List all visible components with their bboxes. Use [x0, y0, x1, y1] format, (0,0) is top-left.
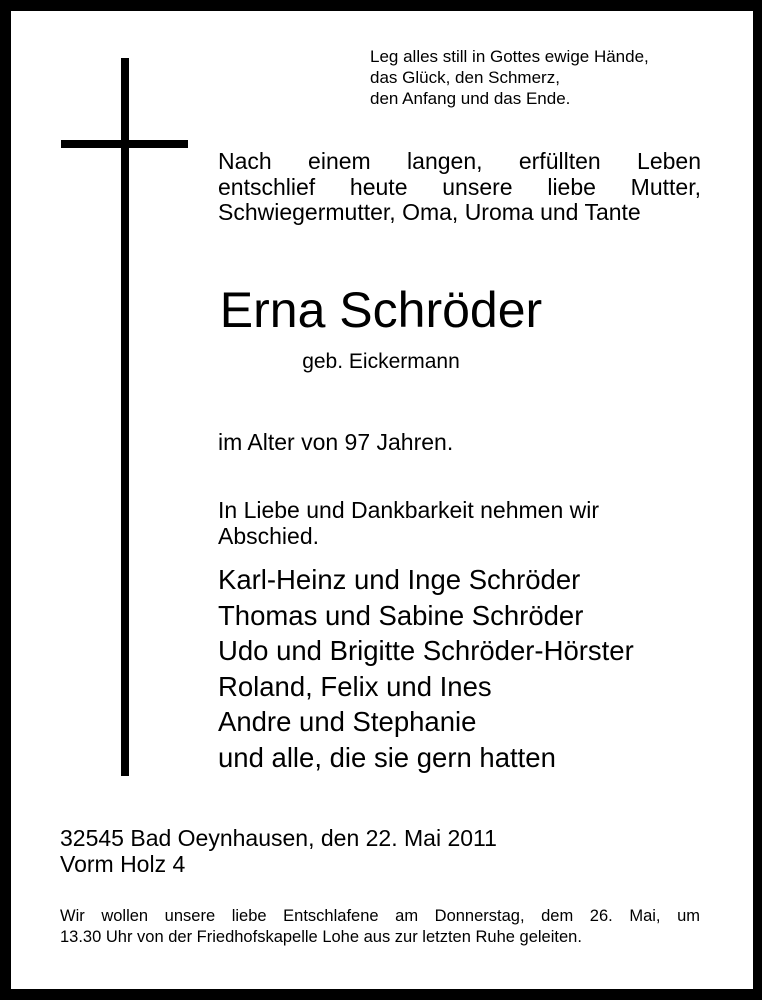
announcement-line: entschlief heute unsere liebe Mutter,	[218, 173, 701, 200]
mourner-entry: und alle, die sie gern hatten	[218, 741, 556, 773]
death-announcement	[218, 149, 701, 226]
funeral-note-line: 13.30 Uhr von der Friedhofskapelle Lohe aus zur letzten Ruhe geleiten.	[60, 928, 582, 946]
mourner-entry: Andre und Stephanie	[218, 706, 477, 738]
cross-vertical-bar	[121, 58, 129, 776]
funeral-note-line: Wir wollen unsere liebe Entschlafene am Donnerstag, dem 26. Mai, um	[60, 907, 700, 925]
mourner-entry: Roland, Felix und Ines	[218, 670, 492, 702]
farewell-text	[218, 498, 688, 549]
mourner-entry: Udo und Brigitte Schröder-Hörster	[218, 635, 634, 667]
motto-line: das Glück, den Schmerz,	[370, 68, 560, 87]
maiden-name: geb. Eickermann	[302, 350, 460, 373]
farewell-line: Abschied.	[218, 522, 320, 549]
address-line: Vorm Holz 4	[60, 850, 186, 877]
funeral-note	[60, 906, 700, 948]
mourner-entry: Karl-Heinz und Inge Schröder	[218, 564, 581, 595]
farewell-line: In Liebe und Dankbarkeit nehmen wir	[218, 497, 600, 523]
place-date-line: 32545 Bad Oeynhausen, den 22. Mai 2011	[60, 825, 497, 851]
announcement-line: Nach einem langen, erfüllten Leben	[218, 148, 701, 174]
place-and-date	[60, 826, 497, 877]
motto-verse	[370, 46, 700, 109]
motto-line: Leg alles still in Gottes ewige Hände,	[370, 47, 649, 66]
announcement-line: Schwiegermutter, Oma, Uroma und Tante	[218, 199, 641, 225]
age-line: im Alter von 97 Jahren.	[218, 429, 454, 455]
motto-line: den Anfang und das Ende.	[370, 89, 571, 108]
mourners-list	[218, 562, 748, 776]
mourner-entry: Thomas und Sabine Schröder	[218, 599, 584, 631]
cross-horizontal-bar	[61, 140, 188, 148]
deceased-name: Erna Schröder	[219, 282, 543, 338]
